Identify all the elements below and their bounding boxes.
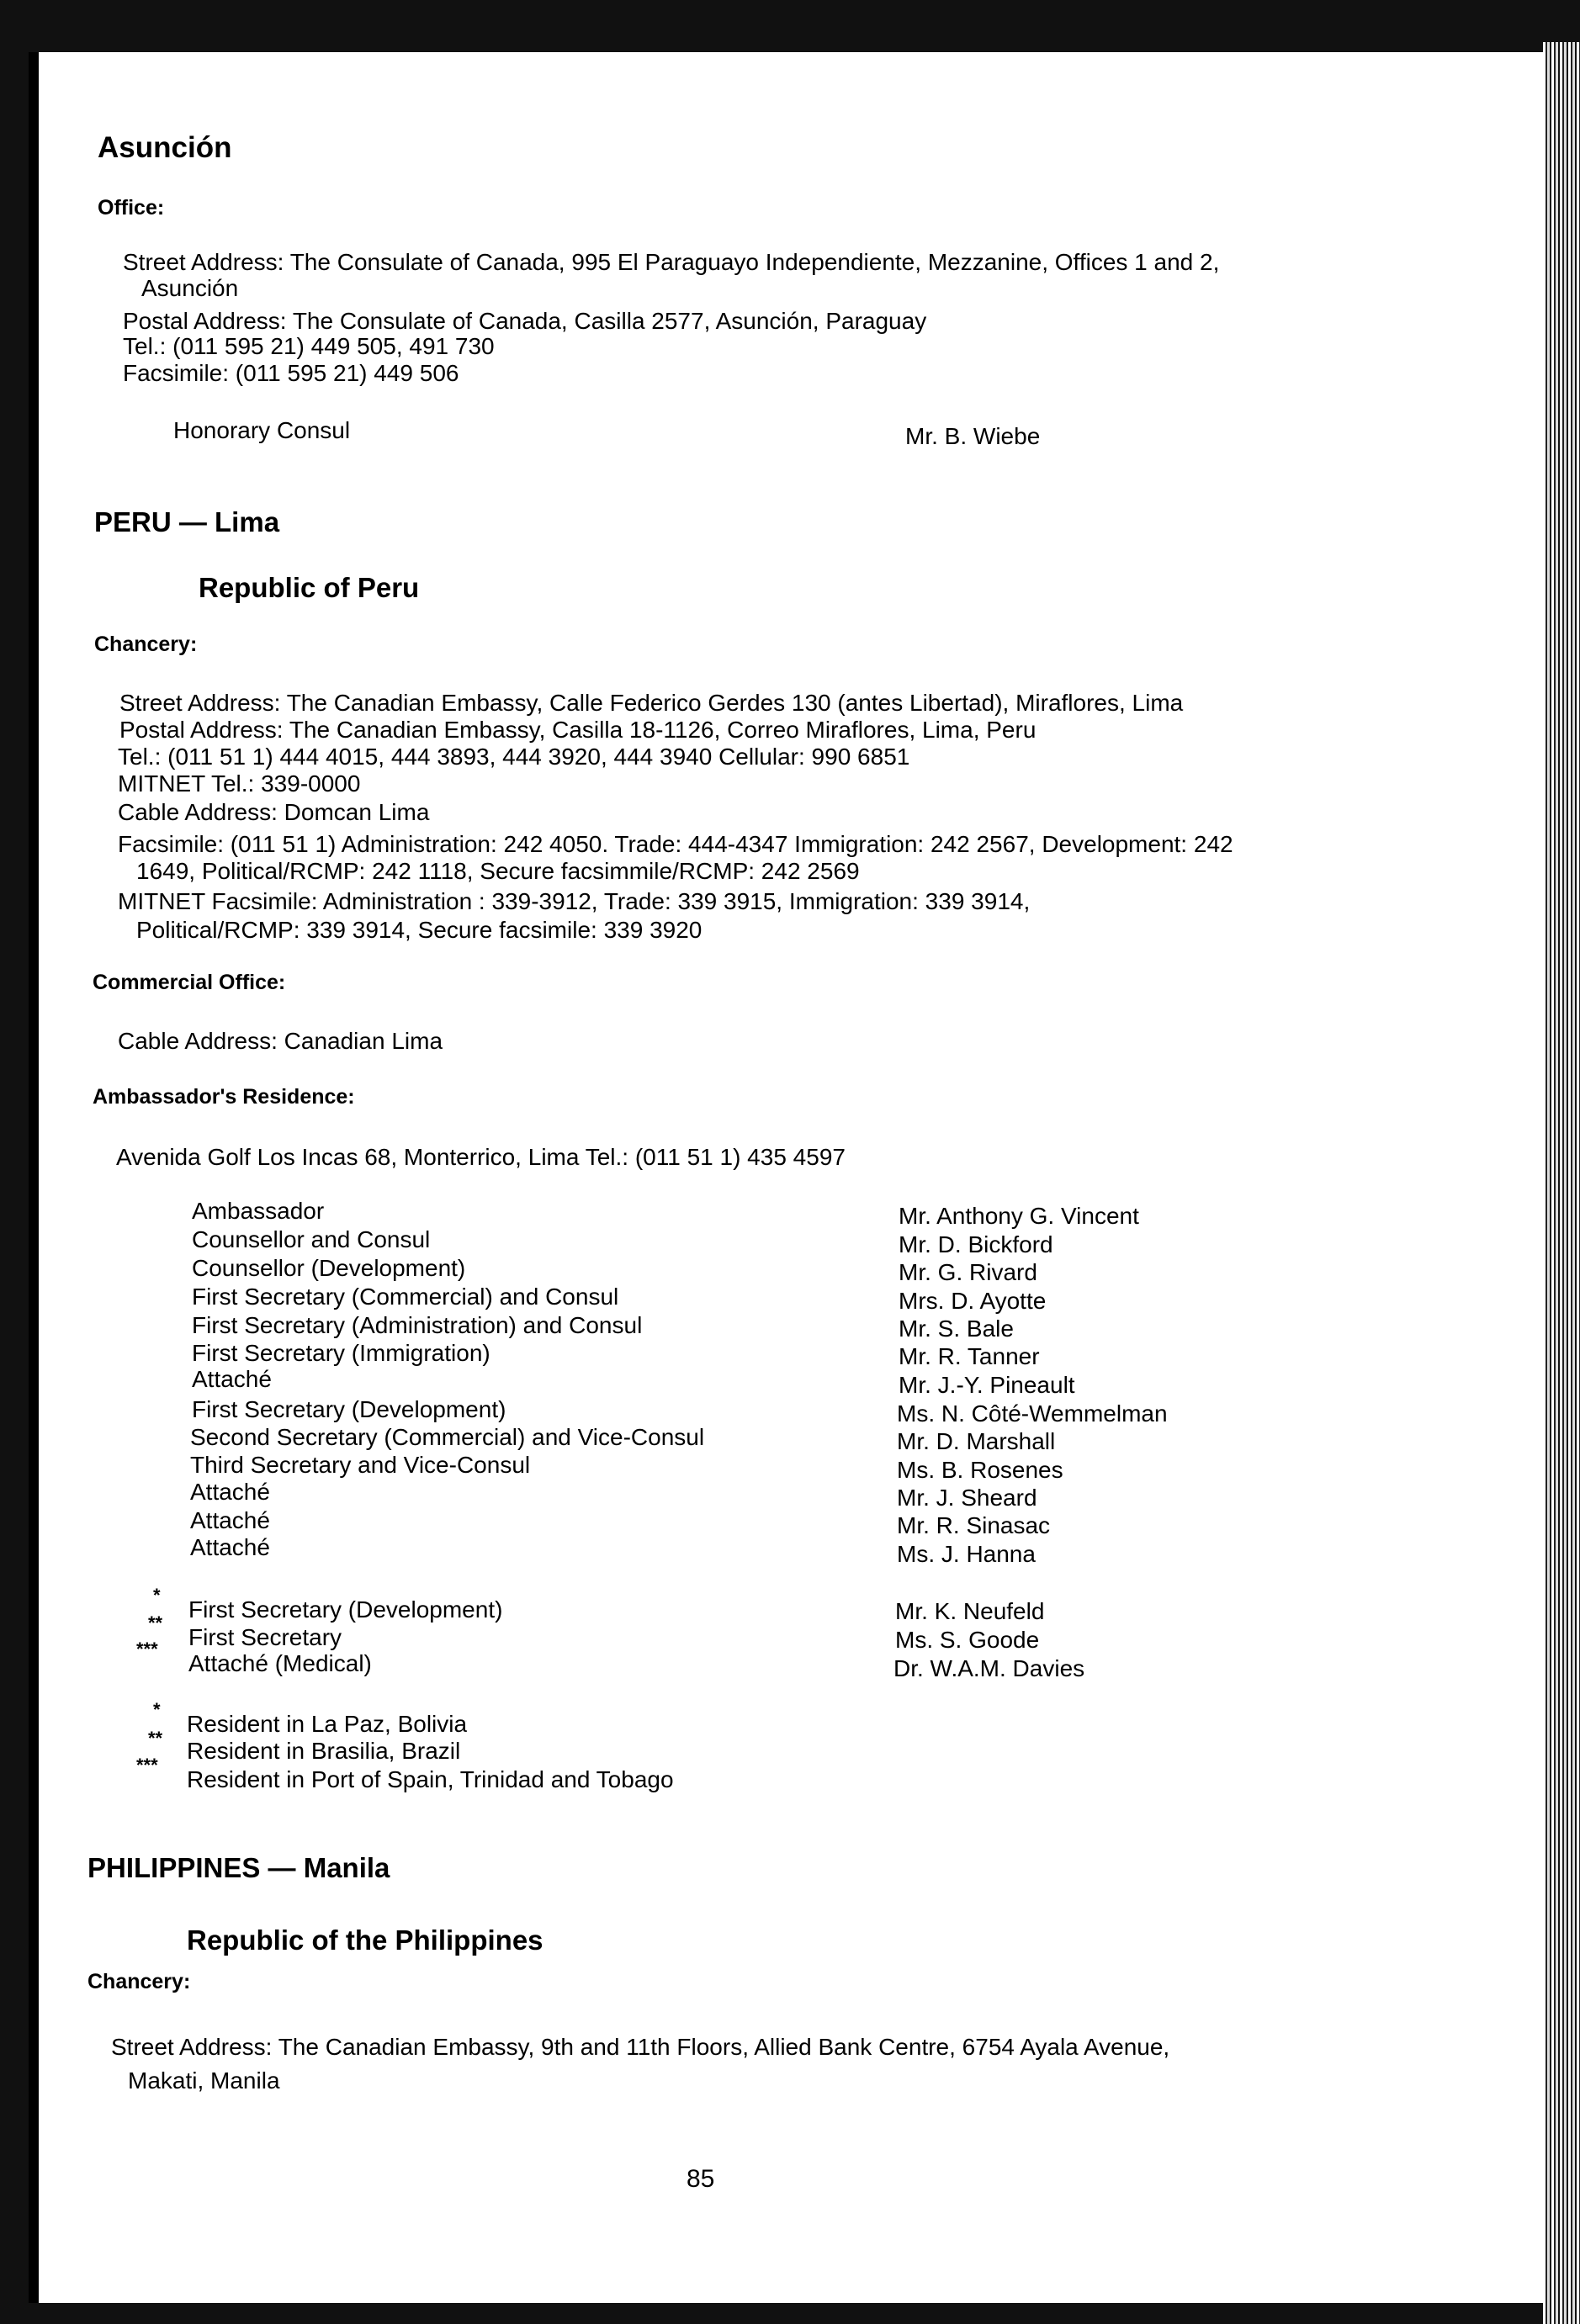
- staff-name: Mr. D. Marshall: [897, 1428, 1056, 1454]
- staff-name: Dr. W.A.M. Davies: [893, 1655, 1085, 1681]
- footnote-text: Resident in La Paz, Bolivia: [187, 1711, 468, 1737]
- staff-name: Mr. Anthony G. Vincent: [899, 1203, 1139, 1229]
- staff-title: Third Secretary and Vice-Consul: [190, 1452, 531, 1478]
- peru-postal: Postal Address: The Canadian Embassy, Casilla 18-1126, Correo Miraflores, Lima, Peru: [119, 717, 1037, 743]
- staff-title: Counsellor and Consul: [192, 1226, 431, 1252]
- staff-name: Ms. J. Hanna: [897, 1541, 1036, 1567]
- asuncion-postal: Postal Address: The Consulate of Canada, Casilla 2577, Asunción, Paraguay: [123, 308, 927, 334]
- footnote-mark: ***: [136, 1638, 158, 1660]
- peru-tel: Tel.: (011 51 1) 444 4015, 444 3893, 444 3920, 444 3940 Cellular: 990 6851: [118, 744, 910, 770]
- asuncion-fax: Facsimile: (011 595 21) 449 506: [123, 360, 459, 386]
- page-number: 85: [687, 2165, 715, 2193]
- staff-title: Attaché: [190, 1534, 270, 1560]
- staff-name: Mr. J.-Y. Pineault: [899, 1372, 1075, 1398]
- document-page: [29, 52, 1543, 2303]
- footnote-mark: **: [148, 1728, 163, 1749]
- footnote-text: Resident in Port of Spain, Trinidad and Tobago: [187, 1766, 674, 1792]
- office-label: Office:: [98, 196, 165, 220]
- staff-title: First Secretary: [188, 1624, 342, 1650]
- peru-street: Street Address: The Canadian Embassy, Calle Federico Gerdes 130 (antes Libertad), Miraflores, Lima: [119, 690, 1184, 716]
- staff-name: Mr. J. Sheard: [897, 1485, 1037, 1511]
- residence-address: Avenida Golf Los Incas 68, Monterrico, Lima Tel.: (011 51 1) 435 4597: [116, 1144, 846, 1170]
- page-edge: [1543, 42, 1580, 2324]
- staff-name: Mr. K. Neufeld: [895, 1598, 1045, 1624]
- staff-title: Attaché: [190, 1479, 270, 1505]
- staff-title: First Secretary (Development): [192, 1396, 506, 1422]
- peru-fax-line-1: Facsimile: (011 51 1) Administration: 242 4050. Trade: 444-4347 Immigration: 242 2567, Development: 242: [118, 831, 1233, 857]
- asuncion-street-line-1: Street Address: The Consulate of Canada, 995 El Paraguayo Independiente, Mezzanine, Offices 1 and 2,: [123, 249, 1220, 275]
- city-heading-asuncion: Asunción: [98, 131, 232, 164]
- chancery-label: Chancery:: [94, 633, 198, 656]
- staff-title: Counsellor (Development): [192, 1255, 466, 1281]
- staff-name: Mr. R. Tanner: [899, 1343, 1040, 1369]
- staff-title: First Secretary (Immigration): [192, 1340, 490, 1366]
- footnote-mark: **: [148, 1612, 163, 1633]
- staff-title: Ambassador: [192, 1198, 325, 1224]
- staff-title: First Secretary (Development): [188, 1596, 503, 1623]
- peru-fax-line-2: 1649, Political/RCMP: 242 1118, Secure facsimmile/RCMP: 242 2569: [136, 858, 860, 884]
- staff-name: Mr. D. Bickford: [899, 1231, 1053, 1257]
- residence-label: Ambassador's Residence:: [93, 1085, 355, 1109]
- chancery-label: Chancery:: [87, 1970, 191, 1993]
- staff-name: Mr. G. Rivard: [899, 1259, 1037, 1285]
- footnote-text: Resident in Brasilia, Brazil: [187, 1738, 461, 1764]
- peru-mitnet-tel: MITNET Tel.: 339-0000: [118, 770, 361, 797]
- asuncion-street-line-2: Asunción: [141, 275, 239, 301]
- commercial-cable: Cable Address: Canadian Lima: [118, 1028, 443, 1054]
- asuncion-tel: Tel.: (011 595 21) 449 505, 491 730: [123, 333, 495, 359]
- country-heading-peru: PERU — Lima: [94, 506, 280, 537]
- country-heading-philippines: PHILIPPINES — Manila: [87, 1852, 390, 1883]
- peru-cable: Cable Address: Domcan Lima: [118, 799, 430, 825]
- staff-title: First Secretary (Commercial) and Consul: [192, 1284, 619, 1310]
- peru-mitnet-fax-line-1: MITNET Facsimile: Administration : 339-3912, Trade: 339 3915, Immigration: 339 3914,: [118, 888, 1031, 914]
- philippines-street-line-2: Makati, Manila: [128, 2067, 280, 2094]
- staff-title: Attaché: [192, 1366, 272, 1392]
- peru-mitnet-fax-line-2: Political/RCMP: 339 3914, Secure facsimile: 339 3920: [136, 917, 703, 943]
- staff-title: First Secretary (Administration) and Consul: [192, 1312, 643, 1338]
- footnote-mark: ***: [136, 1755, 158, 1776]
- staff-name: Mr. S. Bale: [899, 1316, 1014, 1342]
- republic-name: Republic of Peru: [199, 572, 420, 603]
- republic-name: Republic of the Philippines: [187, 1924, 543, 1956]
- staff-name: Mr. R. Sinasac: [897, 1512, 1051, 1538]
- staff-title: Attaché (Medical): [188, 1650, 372, 1676]
- staff-title: Second Secretary (Commercial) and Vice-Consul: [190, 1424, 705, 1450]
- staff-name: Mr. B. Wiebe: [905, 423, 1041, 449]
- staff-name: Ms. N. Côté-Wemmelman: [897, 1400, 1168, 1427]
- commercial-office-label: Commercial Office:: [93, 971, 286, 994]
- philippines-street-line-1: [111, 2034, 1169, 2061]
- philippines-street-text: Street Address: The Canadian Embassy, 9th and 11th Floors, Allied Bank Centre, 6754 Ayala Avenue,: [111, 2034, 1170, 2060]
- staff-name: Ms. S. Goode: [895, 1627, 1040, 1653]
- footnote-mark: *: [153, 1699, 161, 1720]
- footnote-mark: *: [153, 1585, 161, 1606]
- staff-name: Mrs. D. Ayotte: [899, 1288, 1047, 1314]
- staff-title: Honorary Consul: [173, 417, 351, 443]
- staff-name: Ms. B. Rosenes: [897, 1457, 1063, 1483]
- staff-title: Attaché: [190, 1507, 270, 1533]
